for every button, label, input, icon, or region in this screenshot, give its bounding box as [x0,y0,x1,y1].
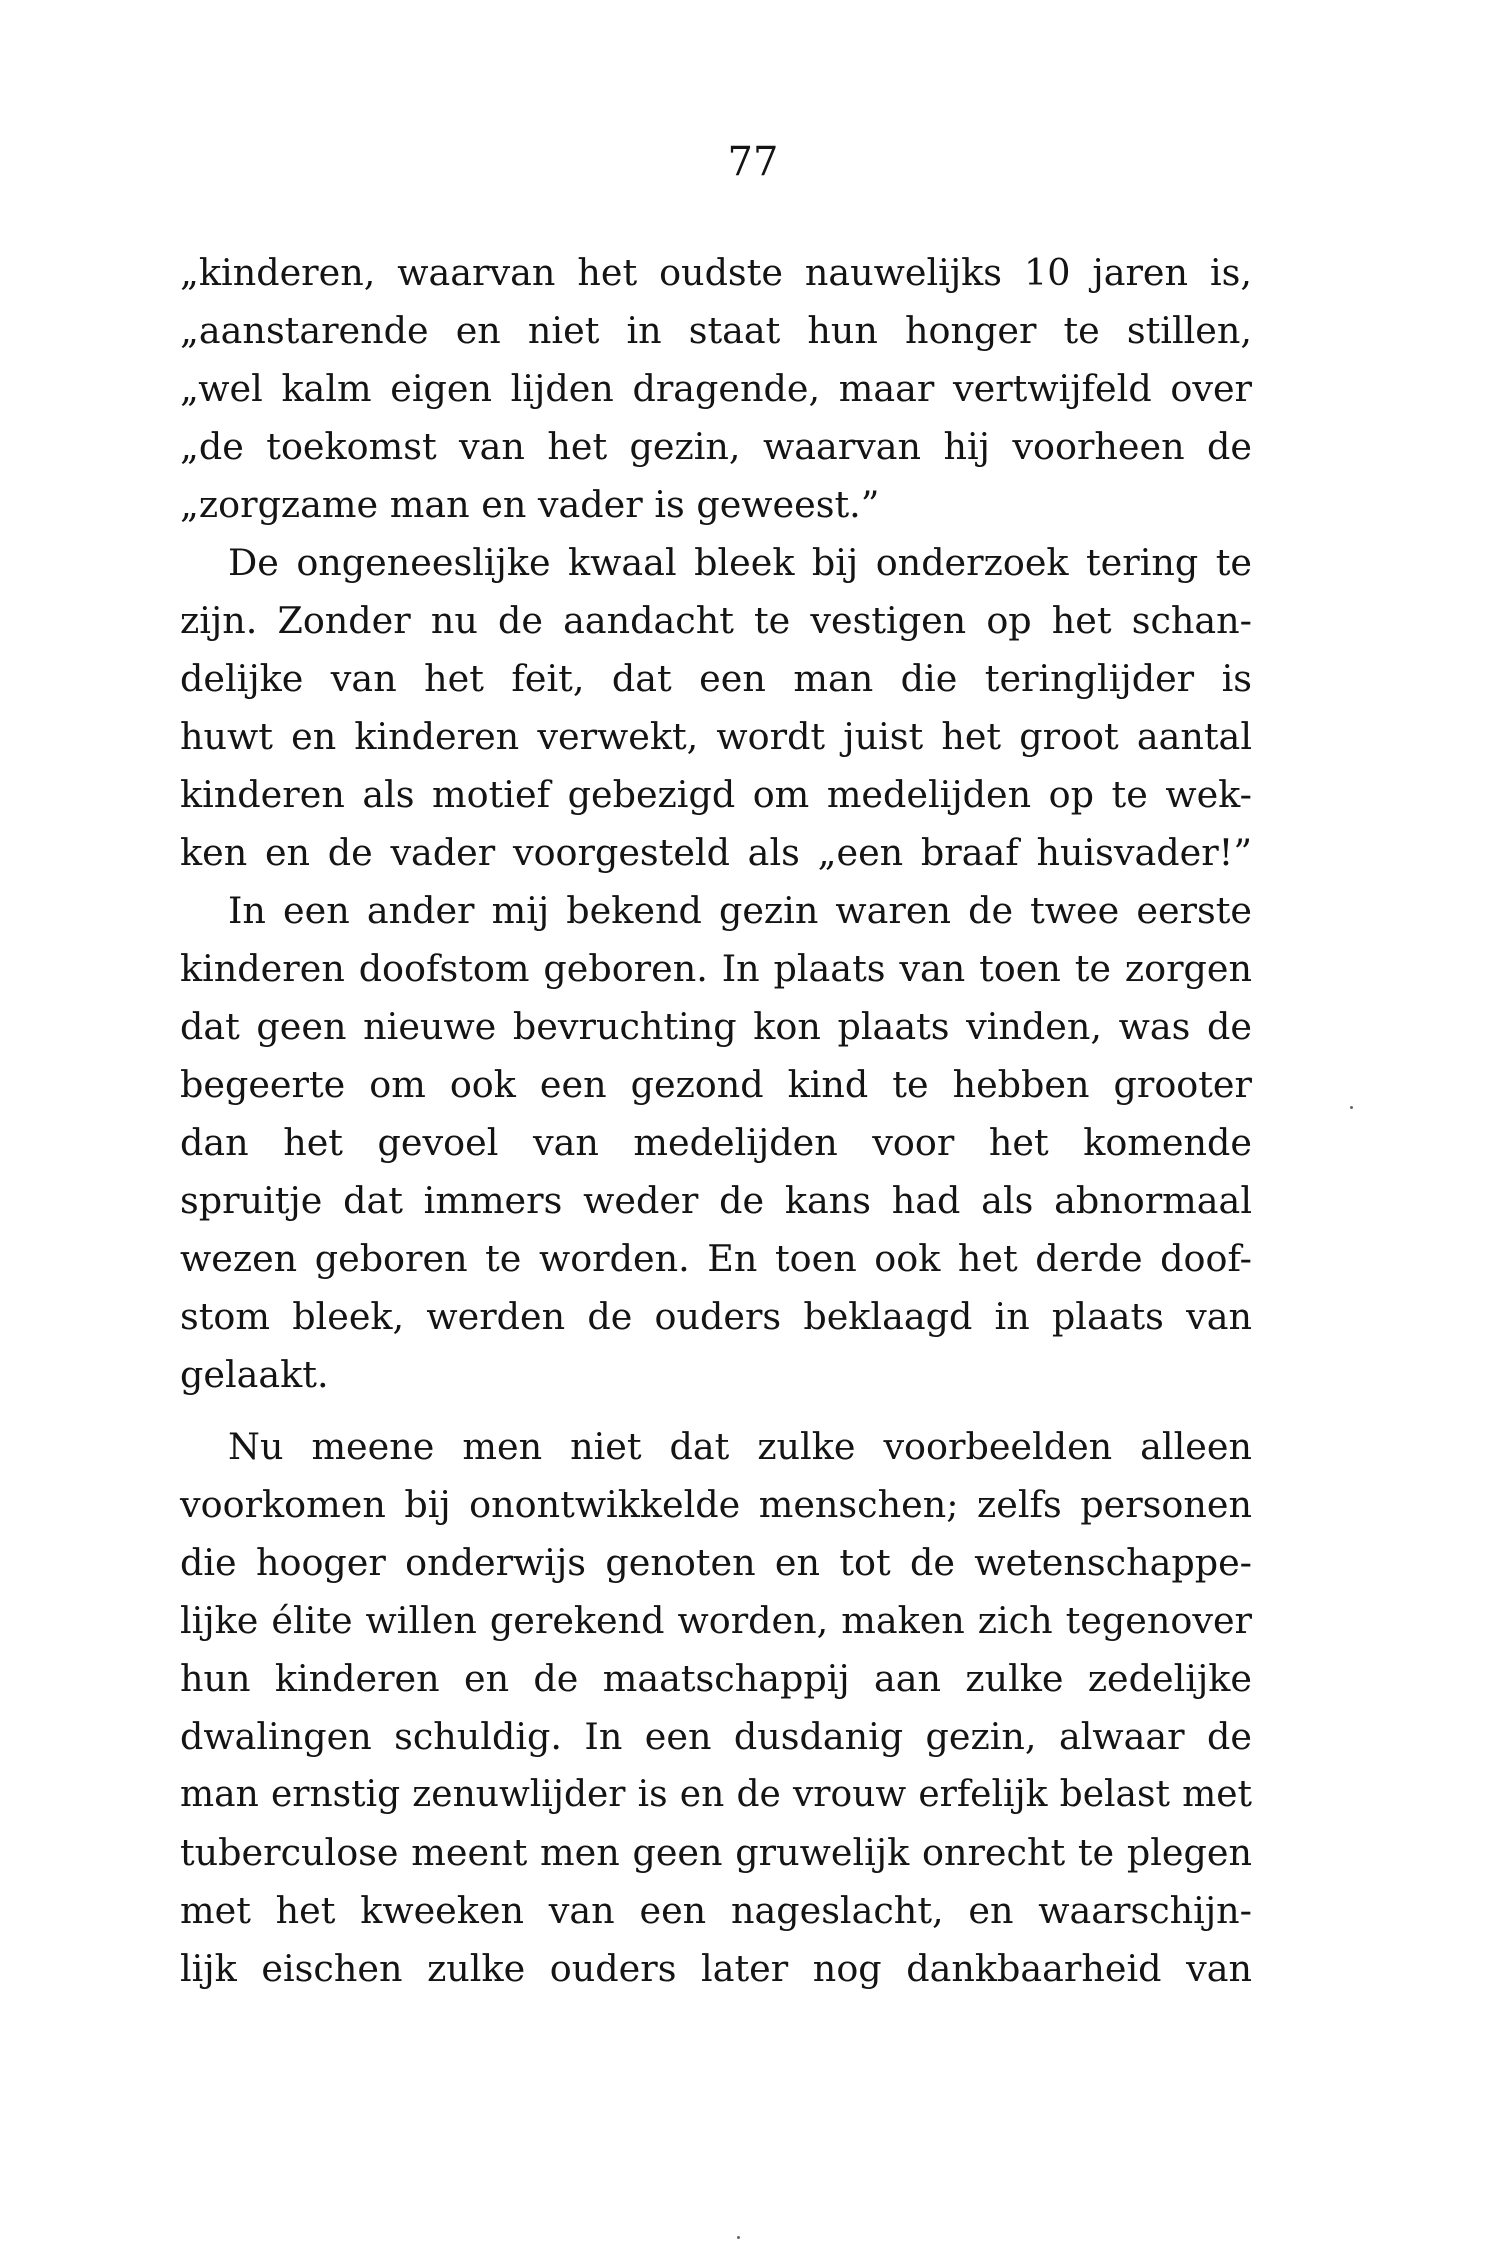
text-line: lijke élite willen gerekend worden, maken zich tegenover [180,1599,1252,1642]
text-line: man ernstig zenuwlijder is en de vrouw erfelijk belast met [180,1774,1252,1815]
text-line: „wel kalm eigen lijden dragende, maar vertwijfeld over [180,367,1252,410]
text-line: zijn. Zonder nu de aandacht te vestigen op het schan- [180,599,1252,642]
paragraph-start-line: De ongeneeslijke kwaal bleek bij onderzoek tering te [228,541,1252,584]
text-line: dan het gevoel van medelijden voor het komende [180,1121,1252,1164]
text-line: kinderen doofstom geboren. In plaats van toen te zorgen [180,947,1252,990]
text-line: stom bleek, werden de ouders beklaagd in plaats van [180,1295,1252,1338]
text-line: gelaakt. [180,1353,329,1396]
text-line: „de toekomst van het gezin, waarvan hij voorheen de [180,425,1252,468]
text-line: hun kinderen en de maatschappij aan zulke zedelijke [180,1657,1252,1700]
page-text [180,244,1252,1998]
text-line: dat geen nieuwe bevruchting kon plaats vinden, was de [180,1005,1252,1048]
text-line: „kinderen, waarvan het oudste nauwelijks 10 jaren is, [180,251,1252,294]
text-line: delijke van het feit, dat een man die teringlijder is [180,657,1252,700]
text-line: wezen geboren te worden. En toen ook het derde doof- [180,1237,1252,1280]
text-line: spruitje dat immers weder de kans had als abnormaal [180,1179,1252,1222]
text-line: tuberculose meent men geen gruwelijk onrecht te plegen [180,1831,1252,1874]
text-line: die hooger onderwijs genoten en tot de wetenschappe- [180,1541,1252,1584]
scan-speck [737,2236,740,2239]
text-line: „aanstarende en niet in staat hun honger te stillen, [180,309,1252,352]
text-line: „zorgzame man en vader is geweest.” [180,483,880,526]
paragraph-start-line: In een ander mij bekend gezin waren de twee eerste [228,889,1252,932]
text-line: voorkomen bij onontwikkelde menschen; zelfs personen [180,1483,1252,1526]
paragraph-start-line: Nu meene men niet dat zulke voorbeelden alleen [228,1425,1252,1468]
text-line: met het kweeken van een nageslacht, en waarschijn- [180,1889,1252,1932]
text-line: begeerte om ook een gezond kind te hebben grooter [180,1063,1252,1106]
text-line: ken en de vader voorgesteld als „een braaf huisvader!” [180,831,1252,874]
text-line: dwalingen schuldig. In een dusdanig gezin, alwaar de [180,1715,1252,1758]
page-number: 77 [727,139,779,185]
text-line: huwt en kinderen verwekt, wordt juist het groot aantal [180,715,1252,758]
text-line: lijk eischen zulke ouders later nog dankbaarheid van [180,1947,1252,1990]
scan-speck [1350,1106,1353,1109]
text-line: kinderen als motief gebezigd om medelijden op te wek- [180,773,1252,816]
